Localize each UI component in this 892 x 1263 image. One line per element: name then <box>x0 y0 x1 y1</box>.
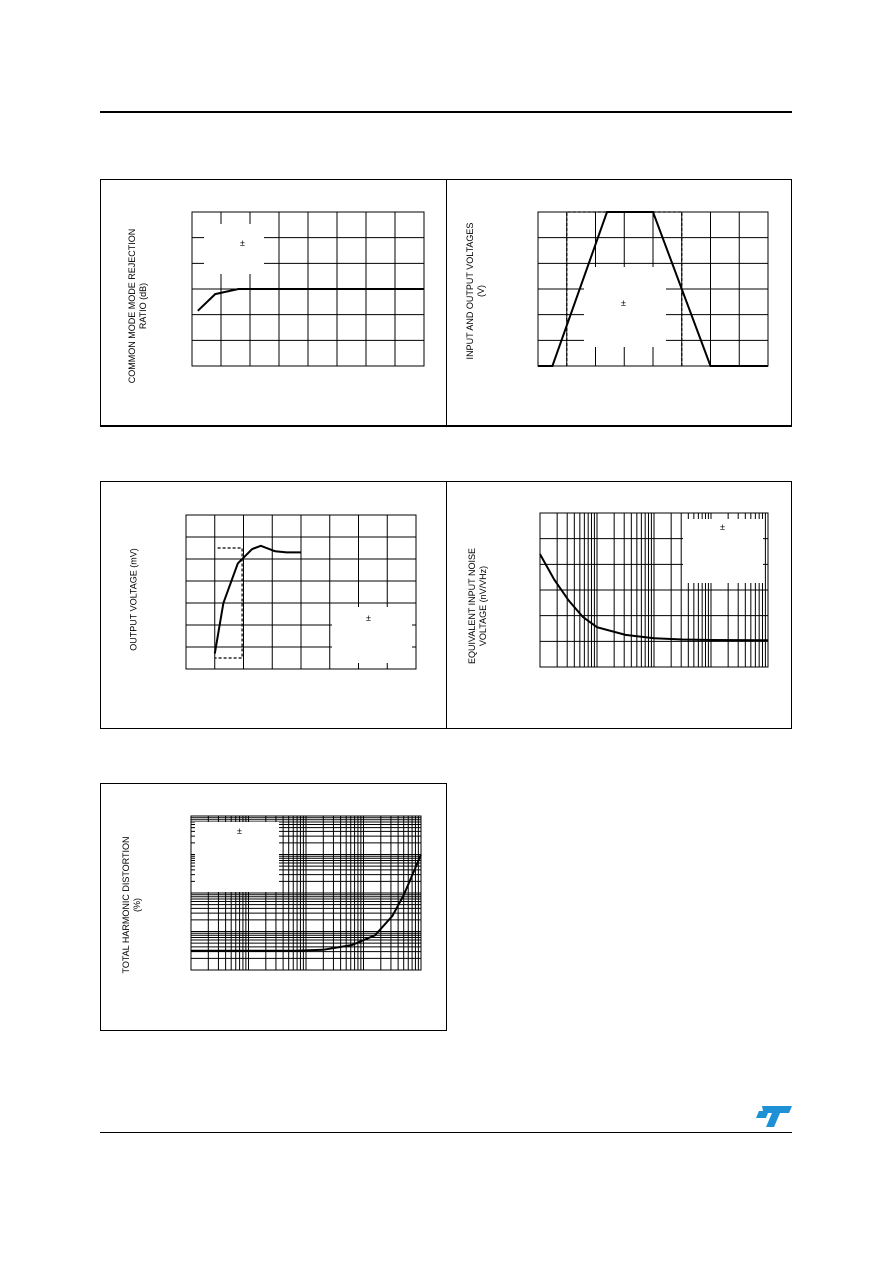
figure-row-1-bottom <box>100 425 792 427</box>
noise-chart <box>540 513 768 667</box>
cmrr-chart <box>192 212 424 366</box>
header-rule <box>100 111 792 113</box>
noise-legend-symbol: ± <box>720 522 725 532</box>
noise-ylabel: EQUIVALENT INPUT NOISE VOLTAGE (nV/VHz) <box>467 547 488 665</box>
thd-chart <box>191 816 421 970</box>
thd-ylabel: TOTAL HARMONIC DISTORTION (%) <box>121 836 142 974</box>
footer-rule <box>100 1132 792 1133</box>
output-voltage-chart <box>186 515 416 669</box>
st-logo <box>756 1104 792 1128</box>
output-voltage-ylabel: OUTPUT VOLTAGE (mV) <box>128 548 139 651</box>
thd-legend-symbol: ± <box>237 826 242 836</box>
legend-box <box>204 224 264 274</box>
figure-divider <box>446 179 447 427</box>
data-curve <box>215 546 301 654</box>
io-voltages-ylabel: INPUT AND OUTPUT VOLTAGES (V) <box>465 222 486 360</box>
figure-divider <box>446 481 447 729</box>
legend-box <box>332 607 412 663</box>
cmrr-ylabel: COMMON MODE MODE REJECTION RATIO (dB) <box>127 228 148 384</box>
data-curve <box>198 289 424 311</box>
output-voltage-legend-symbol: ± <box>366 613 371 623</box>
io-voltages-chart <box>538 212 768 366</box>
cmrr-legend-symbol: ± <box>240 238 245 248</box>
io-voltages-legend-symbol: ± <box>621 298 626 308</box>
